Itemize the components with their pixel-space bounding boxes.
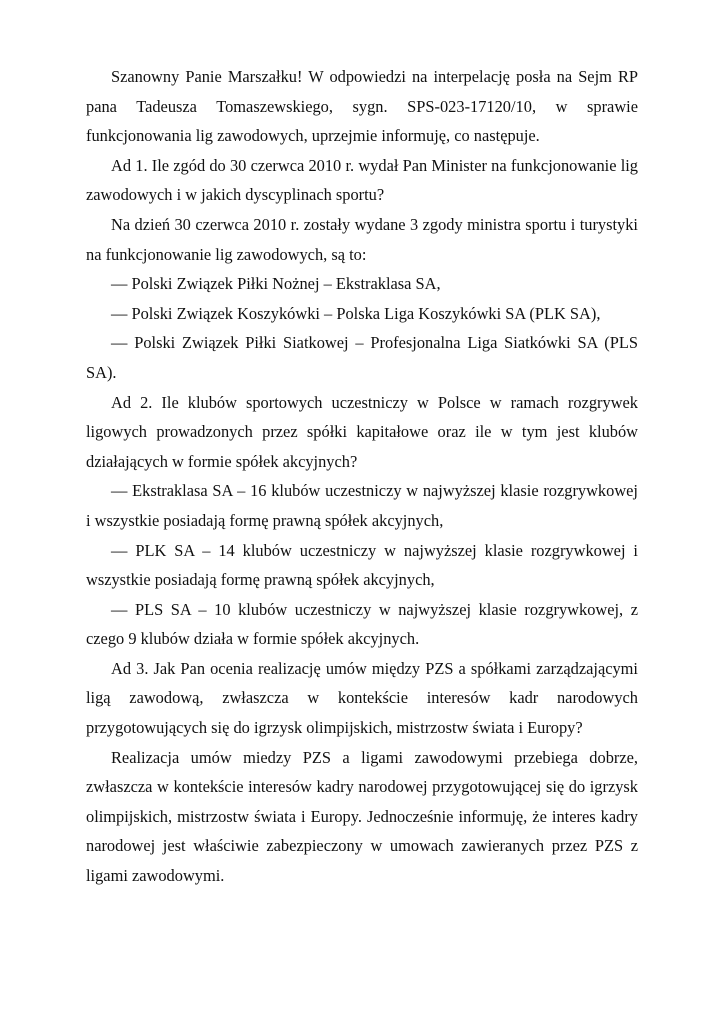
paragraph-answer-1: Na dzień 30 czerwca 2010 r. zostały wydane 3 zgody ministra sportu i turystyki na funkcjonowanie lig zawodowych, są to:: [86, 214, 638, 264]
list-item-pzps: — Polski Związek Piłki Siatkowej – Profesjonalna Liga Siatkówki SA (PLS SA).: [86, 333, 638, 382]
list-item-plk: — PLK SA – 14 klubów uczestniczy w najwyższej klasie rozgrywkowej i wszystkie posiadają formę prawną spółek akcyjnych,: [86, 540, 638, 590]
list-item-ekstraklasa: — Ekstraklasa SA – 16 klubów uczestniczy w najwyższej klasie rozgrywkowej i wszystkie posiadają formę prawną spółek akcyjnych,: [86, 481, 638, 530]
document-body: [86, 62, 638, 891]
paragraph-salutation: Szanowny Panie Marszałku! W odpowiedzi na interpelację posła na Sejm RP pana Tadeusza Tomaszewskiego, sygn. SPS-023-17120/10, w sprawie funkcjonowania lig zawodowych, uprzejmie informuję, co następuje.: [86, 67, 638, 146]
paragraph-question-3: Ad 3. Jak Pan ocenia realizację umów między PZS a spółkami zarządzającymi ligą zawodową, zwłaszcza w kontekście interesów kadr narodowych przygotowujących się do igrzysk olimpijskich, mistrzostw świata i Europy?: [86, 658, 638, 738]
list-item-pzpn: — Polski Związek Piłki Nożnej – Ekstraklasa SA,: [111, 274, 441, 294]
paragraph-answer-3: Realizacja umów miedzy PZS a ligami zawodowymi przebiega dobrze, zwłaszcza w kontekście interesów kadry narodowej przygotowującej się do igrzysk olimpijskich, mistrzostw świata i Europy. Jednocześnie informuję, że interes kadry narodowej jest właściwie zabezpieczony w umowach zawieranych przez PZS z ligami zawodowymi.: [86, 747, 638, 886]
paragraph-question-1: Ad 1. Ile zgód do 30 czerwca 2010 r. wydał Pan Minister na funkcjonowanie lig zawodowych i w jakich dyscyplinach sportu?: [86, 155, 638, 205]
list-item-pzkosz: — Polski Związek Koszykówki – Polska Liga Koszykówki SA (PLK SA),: [111, 303, 601, 323]
list-item-pls: — PLS SA – 10 klubów uczestniczy w najwyższej klasie rozgrywkowej, z czego 9 klubów działa w formie spółek akcyjnych.: [86, 599, 638, 649]
paragraph-question-2: Ad 2. Ile klubów sportowych uczestniczy w Polsce w ramach rozgrywek ligowych prowadzonych przez spółki kapitałowe oraz ile w tym jest klubów działających w formie spółek akcyjnych?: [86, 392, 638, 471]
